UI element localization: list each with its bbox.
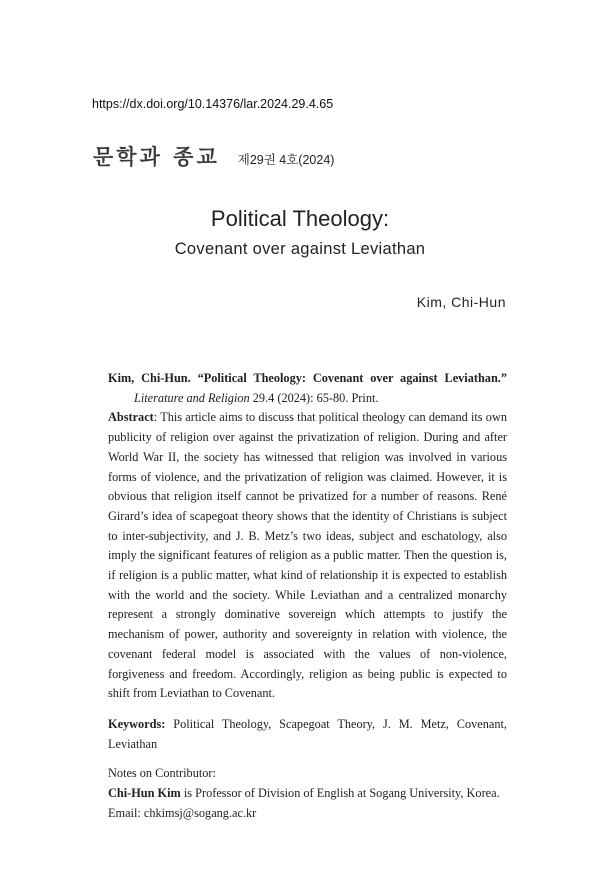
paper-subtitle: Covenant over against Leviathan: [174, 240, 426, 258]
paper-author: Kim, Chi-Hun: [416, 294, 506, 310]
abstract: Abstract: This article aims to discuss that political theology can demand its own publicity of religion over against the privatization of religion. During and after World War II, the society has witnessed that religion was involved in various forms of violence, and the privatization of religion was claimed. However, it is obvious that religion itself cannot be privatized for a number of reasons. René Girard’s idea of scapegoat theory shows that the identity of Christians is subject to inter-subjectivity, and J. B. Metz’s two ideas, subject and eschatology, also imply the significant features of religion as a public matter. Then the question is, if religion is a public matter, what kind of relationship it is expected to establish with the world and the society. While Leviathan and a centralized monarchy represent a strongly dominative sovereign which attempts to justify the mechanism of power, authority and sovereignty in relation with violence, the covenant federal model is associated with the values of non-violence, forgiveness and freedom. Accordingly, religion as being public is expected to shift from Leviathan to Covenant.: [108, 410, 507, 701]
doi-link[interactable]: https://dx.doi.org/10.14376/lar.2024.29.4.65: [92, 97, 334, 111]
citation-details: 29.4 (2024): 65-80. Print.: [252, 390, 379, 405]
contributor-name: Chi-Hun Kim: [108, 786, 181, 801]
contributor-affiliation: is Professor of Division of English at Sogang University, Korea.: [183, 786, 500, 801]
contributor-email[interactable]: Email: chkimsj@sogang.ac.kr: [108, 805, 257, 820]
keywords-label: Keywords:: [108, 716, 166, 731]
citation: [108, 369, 507, 408]
contributor-note: [108, 784, 507, 804]
journal-issue: 제29권 4호(2024): [237, 153, 335, 167]
citation-authors: Kim, Chi-Hun.: [108, 371, 191, 385]
keywords-text: Political Theology, Scapegoat Theory, J. M. Metz, Covenant, Leviathan: [108, 716, 507, 751]
citation-journal: Literature and Religion: [134, 390, 250, 405]
paper-title: Political Theology:: [210, 206, 390, 231]
keywords: [108, 715, 507, 754]
notes-heading: Notes on Contributor:: [108, 766, 216, 781]
journal-name: 문학과 종교: [93, 145, 220, 169]
paper-body: [108, 369, 507, 823]
abstract-text: This article aims to discuss that political theology can demand its own publicity of religion over against the privatization of religion. During and after World War II, the society has witnessed that religion was involved in various forms of violence, and the privatization of religion was claimed. However, it is obvious that religion itself cannot be privatized for a number of reasons. René Girard’s idea of scapegoat theory shows that the identity of Christians is subject to inter-subjectivity, and J. B. Metz’s two ideas, subject and eschatology, also imply the significant features of religion as a public matter. Then the question is, if religion is a public matter, what kind of relationship it is expected to establish with the world and the society. While Leviathan and a centralized monarchy represent a strongly dominative sovereign which attempts to justify the mechanism of power, authority and sovereignty in relation with violence, the covenant federal model is associated with the values of non-violence, forgiveness and freedom. Accordingly, religion as being public is expected to shift from Leviathan to Covenant.: [108, 410, 507, 701]
citation-title: “Political Theology: Covenant over against Leviathan.”: [197, 371, 508, 385]
journal-header: [93, 141, 334, 171]
abstract-label: Abstract: [108, 410, 154, 425]
